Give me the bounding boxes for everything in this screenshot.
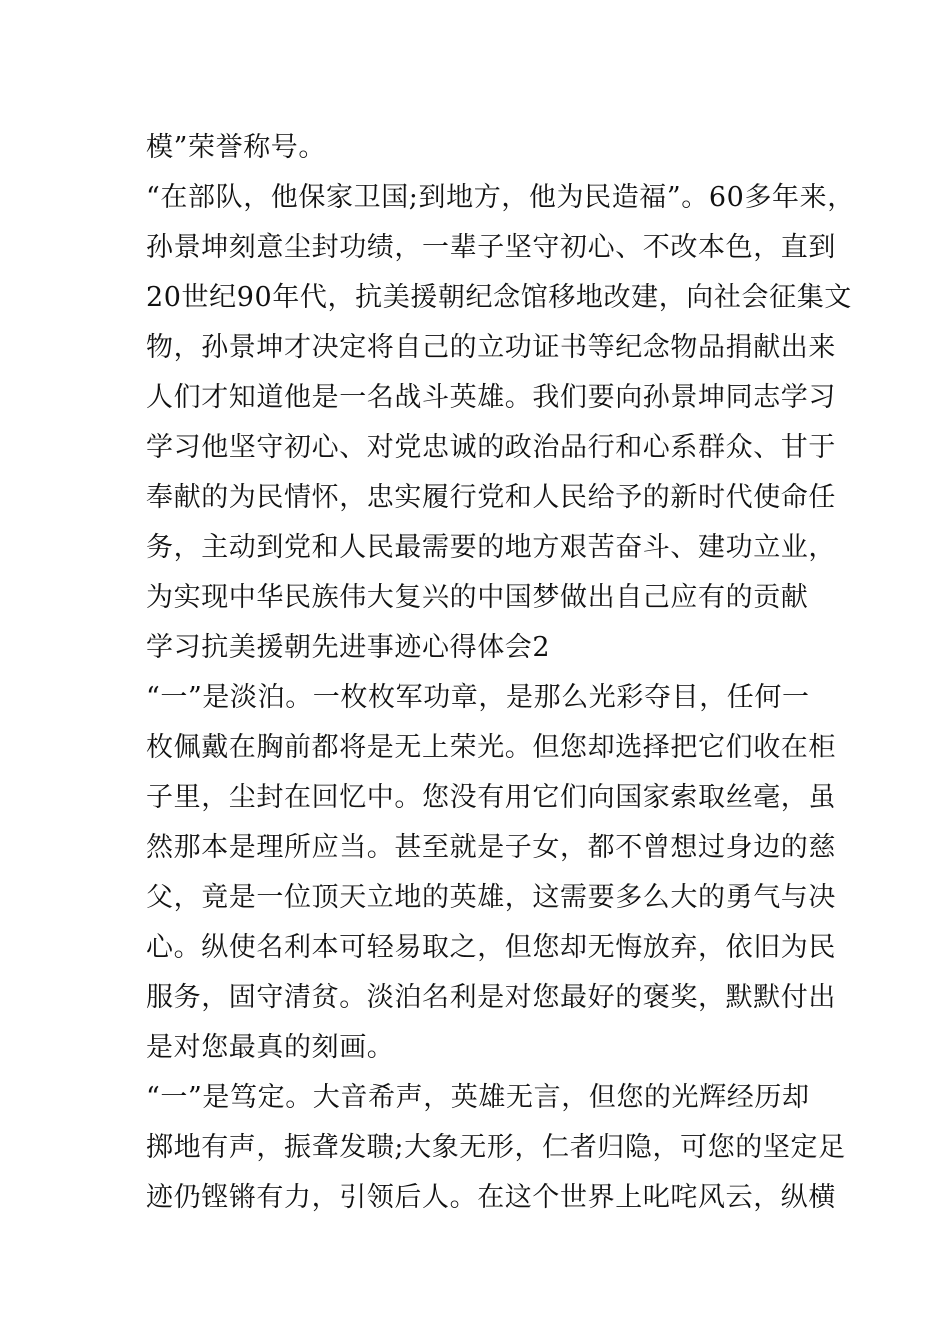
text-line: 父，竟是一位顶天立地的英雄，这需要多么大的勇气与决 — [146, 882, 836, 913]
text-line: “一”是淡泊。一枚枚军功章，是那么光彩夺目，任何一 — [146, 682, 810, 713]
text-line: 掷地有声，振聋发聩;大象无形，仁者归隐，可您的坚定足 — [146, 1132, 846, 1163]
text-line: 奉献的为民情怀，忠实履行党和人民给予的新时代使命任 — [146, 482, 836, 513]
text-line: 枚佩戴在胸前都将是无上荣光。但您却选择把它们收在柜 — [146, 732, 836, 763]
text-line: 是对您最真的刻画。 — [146, 1032, 395, 1063]
text-line: 子里，尘封在回忆中。您没有用它们向国家索取丝毫，虽 — [146, 782, 836, 813]
text-line: 模”荣誉称号。 — [146, 132, 327, 163]
text-line: 物，孙景坤才决定将自己的立功证书等纪念物品捐献出来 — [146, 332, 836, 363]
text-line: 服务，固守清贫。淡泊名利是对您最好的褒奖，默默付出 — [146, 982, 836, 1013]
text-line: “一”是笃定。大音希声，英雄无言，但您的光辉经历却 — [146, 1082, 810, 1113]
text-line: 学习他坚守初心、对党忠诚的政治品行和心系群众、甘于 — [146, 432, 836, 463]
text-line: 迹仍铿锵有力，引领后人。在这个世界上叱咤风云，纵横 — [146, 1182, 836, 1213]
text-line: 心。纵使名利本可轻易取之，但您却无悔放弃，依旧为民 — [146, 932, 836, 963]
text-line: 孙景坤刻意尘封功绩，一辈子坚守初心、不改本色，直到 — [146, 232, 836, 263]
text-line: 务，主动到党和人民最需要的地方艰苦奋斗、建功立业， — [146, 532, 836, 563]
text-line: 然那本是理所应当。甚至就是子女，都不曾想过身边的慈 — [146, 832, 836, 863]
text-line: “在部队，他保家卫国;到地方，他为民造福”。60多年来， — [146, 182, 855, 213]
section-heading: 学习抗美援朝先进事迹心得体会2 — [146, 632, 551, 663]
text-line: 为实现中华民族伟大复兴的中国梦做出自己应有的贡献 — [146, 582, 809, 613]
text-line: 人们才知道他是一名战斗英雄。我们要向孙景坤同志学习 — [146, 382, 836, 413]
text-line: 20世纪90年代，抗美援朝纪念馆移地改建，向社会征集文 — [146, 282, 852, 313]
